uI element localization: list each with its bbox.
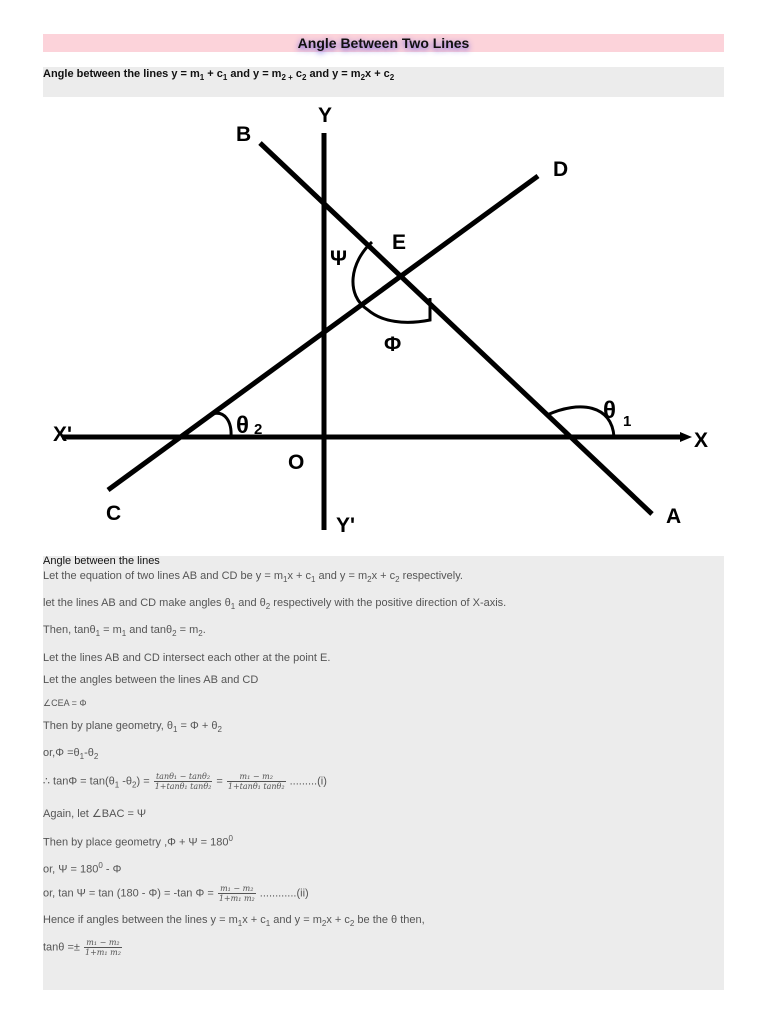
fraction-tan: $\frac{\text{tanθ₁ − tanθ₂}}{\text{1+tanθ₁ tanθ₂}}$	[154, 772, 212, 791]
text-line-4: Let the lines AB and CD intersect each other at the point E.	[43, 652, 331, 664]
text-line-7: Then by plane geometry, $\theta_1 = \Phi + \theta_2$	[43, 720, 222, 734]
text-line-3: Then, $\tan\theta_1 = m_1$ and $\tan\theta_2 = m_2$.	[43, 624, 206, 638]
subtitle-text: Angle between the lines $y = m_1 + c_1$ and $y = m_{2 +}$ $c_2$ and $y = m_2x + c_2$	[43, 68, 395, 83]
text-line-2: let the lines AB and CD make angles $\theta_1$ and $\theta_2$ respectively with the positive direction of X-axis.	[43, 597, 507, 611]
derivation-content	[43, 556, 724, 990]
label-a: A	[666, 505, 682, 528]
text-line-8: $or,\Phi =\theta_1-\theta_2$	[43, 747, 99, 761]
fraction-final: $\frac{\text{m₁ − m₂}}{\text{1+m₁ m₂}}$	[84, 938, 121, 957]
text-line-5: Let the angles between the lines AB and CD	[43, 674, 259, 686]
text-line-1: Let the equation of two lines AB and CD be $y = m_1x + c_1$ and $y = m_2x + c_2$ respectively.	[43, 570, 463, 584]
fraction-tan-psi: $\frac{\text{m₁ − m₂}}{\text{1+m₁ m₂}}$	[218, 884, 255, 903]
label-e: E	[392, 231, 407, 254]
label-d: D	[553, 158, 569, 181]
label-y: Y	[318, 104, 333, 127]
text-line-6: ∠CEA = Φ	[43, 698, 87, 708]
x-axis-arrow	[680, 432, 692, 442]
label-theta2-sub: 2	[254, 421, 263, 438]
text-line-10: Again, let ∠BAC = Ψ	[43, 808, 147, 820]
label-o: O	[288, 451, 305, 474]
label-theta2: θ	[236, 412, 249, 439]
label-y-prime: Y'	[336, 514, 356, 537]
text-line-13: or, tan Ψ = tan (180 - Φ) = -tan Φ = $\frac{\text{m₁ − m₂}}{\text{1+m₁ m₂}}$ ............(ii)	[43, 884, 309, 903]
page-title: Angle Between Two Lines	[297, 35, 470, 51]
fraction-m: $\frac{\text{m₁ − m₂}}{\text{1+tanθ₁ tanθ₂}}$	[227, 772, 285, 791]
subtitle-bar	[43, 67, 724, 97]
text-line-14: Hence if angles between the lines $y = m_1x + c_1$ and $y = m_2x + c_2$ be the θ then,	[43, 914, 425, 928]
label-phi: Φ	[384, 333, 402, 356]
title-bar	[43, 34, 724, 52]
line-ab	[260, 143, 652, 514]
label-theta1: θ	[603, 397, 616, 424]
section-heading: Angle between the lines	[43, 555, 160, 567]
text-line-11: Then by place geometry $,\Phi + \Psi = 180^0$	[43, 834, 233, 849]
label-psi: Ψ	[330, 247, 347, 270]
label-b: B	[236, 123, 252, 146]
arc-theta2	[212, 413, 231, 437]
label-c: C	[106, 502, 122, 525]
text-line-15: tanθ =± $\frac{\text{m₁ − m₂}}{\text{1+m₁ m₂}}$	[43, 938, 121, 957]
text-line-9: ∴ $\tan\Phi = \tan(\theta_1$ $-\theta_2$) = $\frac{\text{tanθ₁ − tanθ₂}}{\text{1+tanθ₁ tanθ₂}}$ = $\frac{\text{m₁ − m₂}}{\text{1+tanθ₁ tanθ₂}}$ .........(i)	[43, 772, 327, 791]
label-x-prime: X'	[53, 423, 73, 446]
geometry-diagram	[0, 100, 768, 540]
label-x: X	[694, 429, 709, 452]
text-line-12: or, $\Psi = 180^0 - \Phi$	[43, 861, 122, 876]
label-theta1-sub: 1	[623, 413, 632, 430]
